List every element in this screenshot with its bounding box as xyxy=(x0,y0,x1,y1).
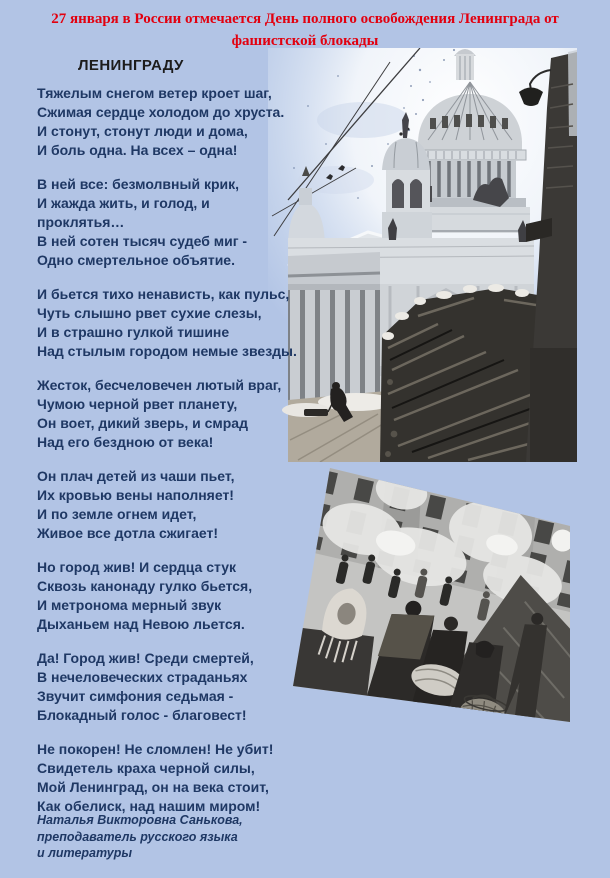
poem-line: И по земле огнем идет, xyxy=(37,506,197,522)
poem-line: Сжимая сердце холодом до хруста. xyxy=(37,104,285,120)
poem-line: И бьется тихо ненависть, как пульс, xyxy=(37,286,290,302)
poem-line: И в страшно гулкой тишине xyxy=(37,324,230,340)
photo-residents-ruined-street xyxy=(290,460,575,728)
poem-line: Он воет, дикий зверь, и смрад xyxy=(37,415,248,431)
poem-line: И боль одна. На всех – одна! xyxy=(37,142,238,158)
poem-line: В ней сотен тысяч судеб миг - xyxy=(37,233,248,249)
attribution-line: преподаватель русского языка xyxy=(37,829,238,844)
stanza xyxy=(37,558,299,634)
attribution-line: и литературы xyxy=(37,846,133,860)
poem-line: Живое все дотла сжигает! xyxy=(37,525,219,541)
poem-line: Блокадный голос - благовест! xyxy=(37,707,247,723)
poem-line: Их кровью вены наполняет! xyxy=(37,487,234,503)
poem-line: В ней все: безмолвный крик, xyxy=(37,176,240,192)
poem-line: Свидетель краха черной силы, xyxy=(37,760,255,776)
banner-title-line-2: фашистской блокады xyxy=(231,33,379,49)
poem-line: И жажда жить, и голод, и проклятья… xyxy=(37,195,210,230)
poem-line: Над его бездною от века! xyxy=(37,434,214,450)
poem-line: Не покорен! Не сломлен! Не убит! xyxy=(37,741,274,757)
poem-line: Да! Город жив! Среди смертей, xyxy=(37,650,254,666)
attribution xyxy=(37,812,243,862)
poem-line: И метронома мерный звук xyxy=(37,597,222,613)
poem-title: ЛЕНИНГРАДУ xyxy=(78,57,184,74)
poem-line: Он плач детей из чаши пьет, xyxy=(37,468,235,484)
poem-line: И стонут, стонут люди и дома, xyxy=(37,123,248,139)
poem-line: Дыханьем над Невою льется. xyxy=(37,616,245,632)
poem-line: Чуть слышно рвет сухие слезы, xyxy=(37,305,262,321)
poem-line: Мой Ленинград, он на века стоит, xyxy=(37,779,269,795)
poem-line: Чумою черной рвет планету, xyxy=(37,396,238,412)
attribution-line: Наталья Викторовна Санькова, xyxy=(37,813,243,827)
stanza xyxy=(37,649,299,725)
stanza xyxy=(37,467,299,543)
poem-line: Тяжелым снегом ветер кроет шаг, xyxy=(37,85,272,101)
poem-line: Звучит симфония седьмая - xyxy=(37,688,234,704)
stanza xyxy=(37,285,299,361)
portico-entablature xyxy=(288,252,380,288)
poem-line: В нечеловеческих страданьях xyxy=(37,669,248,685)
poem-line: Одно смертельное объятие. xyxy=(37,252,235,268)
poem-line: Сквозь канонаду гулко бьется, xyxy=(37,578,253,594)
poem-line: Но город жив! И сердца стук xyxy=(37,559,236,575)
stanza xyxy=(37,376,299,452)
photo-st-isaacs-cathedral xyxy=(268,48,577,462)
poem-text xyxy=(37,84,299,831)
stanza xyxy=(37,175,299,270)
stanza xyxy=(37,84,299,160)
poem-line: Жесток, бесчеловечен лютый враг, xyxy=(37,377,282,393)
stanza xyxy=(37,740,299,816)
banner-title-line-1: 27 января в России отмечается День полного освобождения Ленинграда от xyxy=(51,11,559,27)
poem-line: Над стылым городом немые звезды. xyxy=(37,343,297,359)
poem-line: Как обелиск, над нашим миром! xyxy=(37,798,261,814)
banner-title xyxy=(0,8,610,52)
